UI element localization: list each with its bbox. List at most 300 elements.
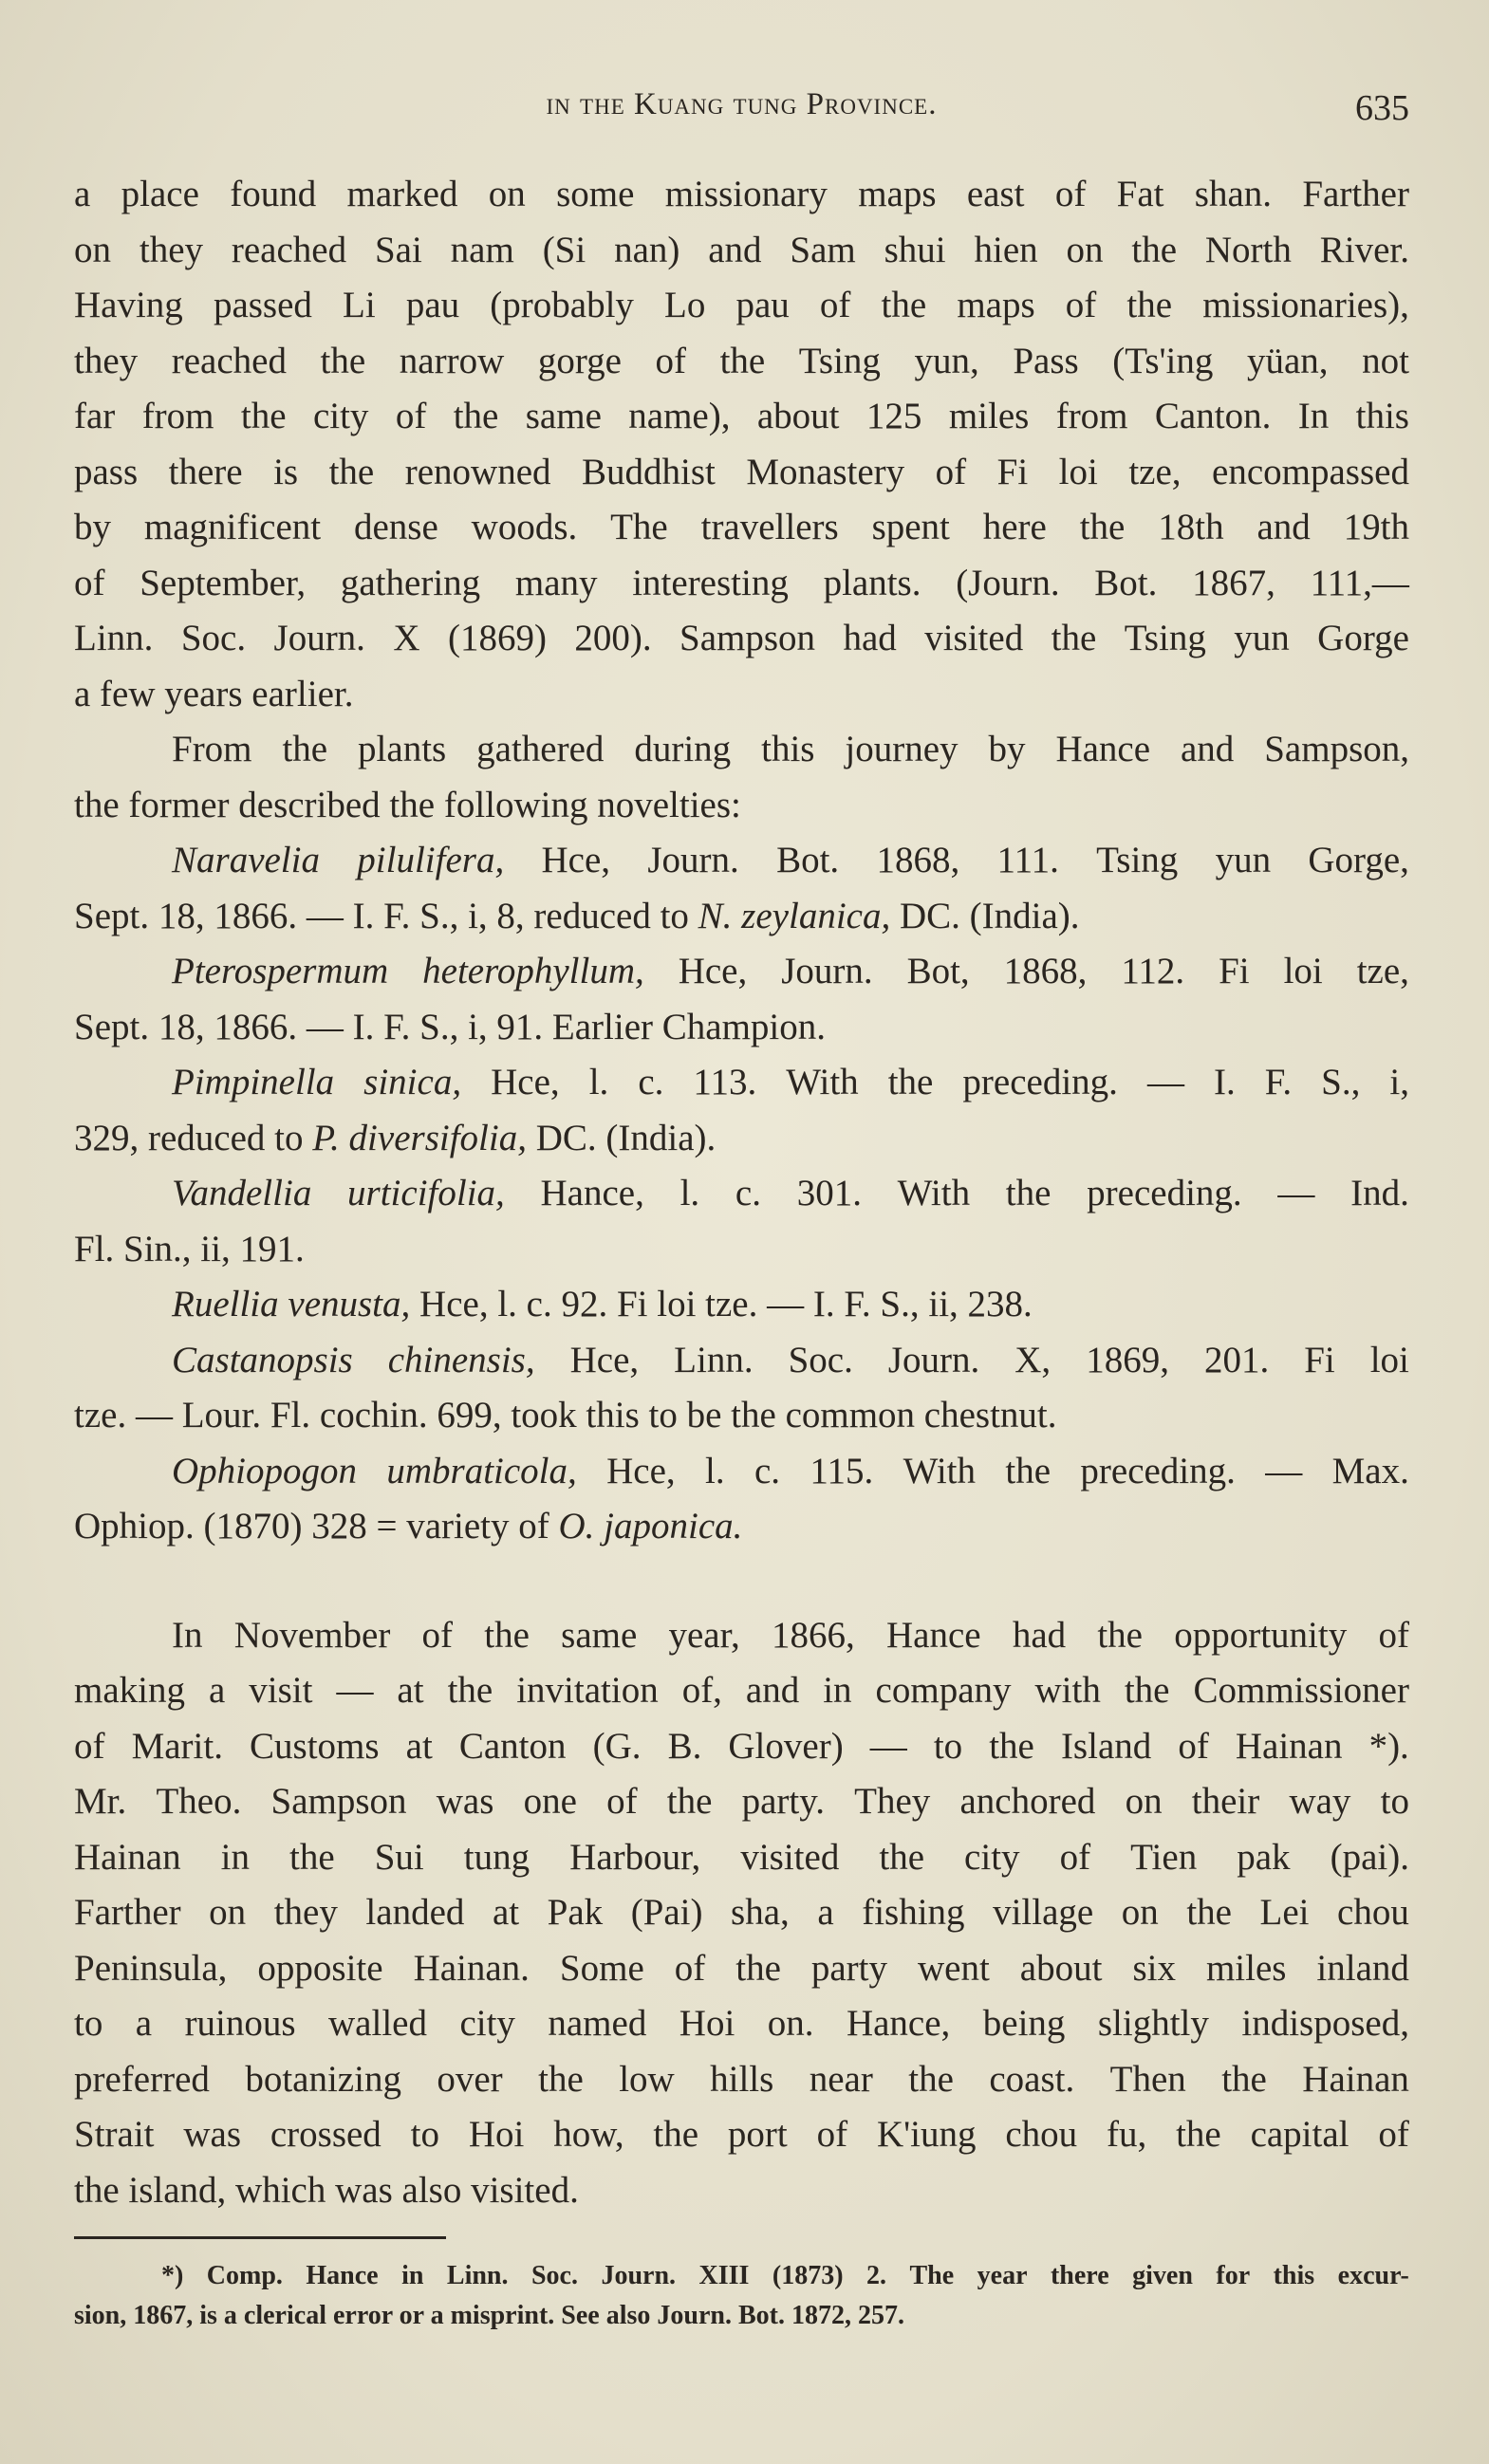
word: far <box>74 396 116 436</box>
word: Island <box>1060 1725 1152 1767</box>
word: Journ. <box>887 1339 980 1380</box>
word: botanizing <box>245 2058 401 2100</box>
word: Hainan <box>1302 2058 1409 2100</box>
word: tze, <box>1356 951 1409 991</box>
word: (1869) <box>447 618 547 658</box>
word: and <box>1180 729 1235 769</box>
word: c. <box>735 1173 761 1213</box>
word: Marit. <box>131 1725 223 1767</box>
word: l. <box>679 1173 700 1213</box>
word: the <box>538 2058 584 2100</box>
word: Sui <box>374 1836 424 1878</box>
word: east <box>966 174 1025 214</box>
word: of <box>421 1614 454 1656</box>
word: by <box>74 507 111 547</box>
word: yun <box>1234 618 1290 658</box>
word: heterophyllum, <box>422 951 644 991</box>
text-line <box>74 889 1409 945</box>
word: Lei <box>1259 1892 1310 1933</box>
word: tung <box>463 1836 530 1878</box>
word: a <box>74 174 91 214</box>
word: hien <box>974 229 1038 270</box>
word: Journ. <box>601 2261 677 2290</box>
line-content: Sept. 18, 1866. — I. F. S., i, 91. Earlier Champion. <box>74 1006 826 1047</box>
word: the <box>1131 229 1178 270</box>
word: to <box>1380 1781 1409 1822</box>
word: by <box>988 729 1026 769</box>
word: journey <box>845 729 959 769</box>
word: (Journ. <box>956 562 1060 603</box>
word: Linn. <box>446 2261 509 2290</box>
word: tze, <box>1128 451 1182 492</box>
word: not <box>1362 340 1409 381</box>
word: 200). <box>574 618 652 658</box>
word: of <box>1065 285 1097 325</box>
word: Castanopsis <box>172 1339 353 1380</box>
word: one <box>523 1781 577 1822</box>
word: of <box>819 285 851 325</box>
word: 112. <box>1121 951 1185 991</box>
word: the <box>289 1836 335 1878</box>
word: reached <box>171 340 287 381</box>
word: was <box>183 2114 241 2155</box>
word: shui <box>884 229 946 270</box>
word: 125 <box>865 396 922 436</box>
word: pak <box>1237 1836 1291 1878</box>
word: XIII <box>698 2261 750 2290</box>
word: River. <box>1319 229 1409 270</box>
word: same <box>525 396 602 436</box>
text-line <box>74 1444 1409 1500</box>
word: Bot, <box>906 951 970 991</box>
word: of <box>1378 2114 1409 2155</box>
text-line <box>74 1166 1409 1222</box>
word: on. <box>767 2003 814 2044</box>
word: city <box>312 396 369 436</box>
word: in <box>220 1836 250 1878</box>
word: September, <box>140 562 307 603</box>
word: this <box>761 729 815 769</box>
word: plants <box>358 729 447 769</box>
word: visited <box>924 618 1024 658</box>
word: 115. <box>810 1450 874 1491</box>
word: X <box>393 618 420 658</box>
text-line <box>74 2256 1409 2296</box>
word: Pak <box>547 1892 604 1933</box>
word: chou <box>1337 1892 1409 1933</box>
word: at <box>492 1892 520 1933</box>
line-content: Fl. Sin., ii, 191. <box>74 1228 305 1269</box>
word: (Si <box>542 229 586 270</box>
word: — <box>869 1725 907 1767</box>
word: Peninsula, <box>74 1947 228 1989</box>
word: the <box>887 1062 934 1102</box>
word: (pai). <box>1330 1836 1409 1878</box>
word: yun, <box>914 340 979 381</box>
word: In <box>172 1614 203 1656</box>
line-content: Ophiop. (1870) 328 = variety of O. japonica. <box>74 1506 743 1547</box>
word: spent <box>871 507 950 547</box>
word: of <box>74 1725 105 1767</box>
word: X, <box>1014 1339 1052 1380</box>
text-line <box>74 1608 1409 1664</box>
text-section-hainan <box>74 1608 1409 2219</box>
word: F. <box>1264 1062 1293 1102</box>
text-line <box>74 1996 1409 2052</box>
word: Sam <box>790 229 856 270</box>
word: Max. <box>1331 1450 1409 1491</box>
word: company <box>875 1670 1012 1711</box>
word: Hance <box>885 1614 981 1656</box>
word: Lo <box>664 285 706 325</box>
word: Customs <box>250 1725 380 1767</box>
word: preceding. <box>1087 1173 1242 1213</box>
text-line <box>74 1499 1409 1555</box>
word: Hce, <box>541 840 611 880</box>
word: of <box>935 451 967 492</box>
word: Some <box>559 1947 644 1989</box>
word: on <box>209 1892 247 1933</box>
word: in <box>401 2261 424 2290</box>
word: the <box>1005 1173 1052 1213</box>
word: preceding. <box>1080 1450 1236 1491</box>
word: went <box>918 1947 990 1989</box>
word: S., <box>1321 1062 1361 1102</box>
word: interesting <box>632 562 789 603</box>
word: the <box>453 396 499 436</box>
word: missionary <box>664 174 828 214</box>
word: near <box>809 2058 873 2100</box>
word: the <box>881 285 927 325</box>
word: walled <box>328 2003 427 2044</box>
text-line <box>74 278 1409 334</box>
word: the <box>1097 1614 1143 1656</box>
word: 19th <box>1343 507 1409 547</box>
word: capital <box>1250 2114 1349 2155</box>
word: 111. <box>996 840 1059 880</box>
text-line <box>74 167 1409 223</box>
word: landed <box>365 1892 465 1933</box>
word: (G. <box>592 1725 642 1767</box>
word: 2. <box>866 2261 887 2290</box>
word: the <box>1221 2058 1267 2100</box>
word: named <box>548 2003 647 2044</box>
text-line <box>74 1885 1409 1941</box>
word: ruinous <box>184 2003 296 2044</box>
word: six <box>1132 1947 1176 1989</box>
text-line <box>74 1941 1409 1997</box>
word: Fat <box>1116 174 1164 214</box>
word: Glover) <box>728 1725 844 1767</box>
word: — <box>1265 1450 1303 1491</box>
word: is <box>273 451 299 492</box>
word: chou <box>1005 2114 1078 2155</box>
word: visited <box>740 1836 840 1878</box>
word: Linn. <box>74 618 154 658</box>
word: Sampson <box>679 618 816 658</box>
word: coast. <box>989 2058 1075 2100</box>
word: gorge <box>537 340 622 381</box>
text-line <box>74 2296 1409 2336</box>
word: fu, <box>1106 2114 1147 2155</box>
word: excur- <box>1337 2261 1409 2290</box>
text-line <box>74 1830 1409 1886</box>
word: inland <box>1316 1947 1409 1989</box>
word: the <box>282 729 328 769</box>
word: being <box>982 2003 1066 2044</box>
word: 113. <box>693 1062 757 1102</box>
word: Hce, <box>491 1062 560 1102</box>
word: Sai <box>374 229 422 270</box>
word: (Pai) <box>630 1892 703 1933</box>
line-content: a few years earlier. <box>74 673 354 714</box>
word: miles <box>1205 1947 1287 1989</box>
word: missionaries), <box>1202 285 1409 325</box>
word: at <box>405 1725 433 1767</box>
word: marked <box>346 174 458 214</box>
word: from <box>1055 396 1128 436</box>
word: Pimpinella <box>172 1062 335 1102</box>
word: Soc. <box>788 1339 853 1380</box>
word: narrow <box>399 340 505 381</box>
word: of <box>1059 1836 1091 1878</box>
word: village <box>993 1892 1094 1933</box>
word: Canton <box>458 1725 567 1767</box>
word: about <box>1019 1947 1103 1989</box>
word: Tsing <box>798 340 881 381</box>
text-line <box>74 2163 1409 2219</box>
word: they <box>139 229 204 270</box>
text-line <box>74 1774 1409 1830</box>
word: 1869, <box>1086 1339 1169 1380</box>
text-line <box>74 500 1409 556</box>
word: K'iung <box>876 2114 977 2155</box>
word: a <box>208 1670 226 1711</box>
word: place <box>121 174 199 214</box>
word: 18th <box>1158 507 1224 547</box>
word: miles <box>948 396 1030 436</box>
word: to <box>74 2003 103 2044</box>
word: c. <box>638 1062 664 1102</box>
word: some <box>556 174 635 214</box>
word: c. <box>754 1450 781 1491</box>
word: Journ. <box>273 618 365 658</box>
word: a <box>817 1892 834 1933</box>
word: gathered <box>476 729 605 769</box>
word: Fi <box>1219 951 1250 991</box>
word: Fi <box>996 451 1029 492</box>
word: 1868, <box>1003 951 1088 991</box>
word: and <box>1256 507 1311 547</box>
word: Commissioner <box>1193 1670 1409 1711</box>
word: on <box>488 174 526 214</box>
word: Ind. <box>1350 1173 1409 1213</box>
word: city <box>459 2003 515 2044</box>
word: indisposed, <box>1241 2003 1409 2044</box>
word: urticifolia, <box>347 1173 505 1213</box>
word: the <box>879 1836 925 1878</box>
word: Journ. <box>781 951 873 991</box>
word: pau <box>735 285 790 325</box>
word: the <box>719 340 766 381</box>
word: From <box>172 729 252 769</box>
word: from <box>141 396 214 436</box>
word: the <box>1124 1670 1170 1711</box>
word: Hance, <box>846 2003 951 2044</box>
word: Hce, <box>678 951 748 991</box>
word: 111,— <box>1310 562 1409 603</box>
word: (probably <box>490 285 634 325</box>
line-content: tze. — Lour. Fl. cochin. 699, took this to be the common chestnut. <box>74 1395 1057 1436</box>
page-header <box>74 87 1409 135</box>
word: Hce, <box>606 1450 676 1491</box>
text-section-plants <box>74 167 1409 1555</box>
word: Tsing <box>1096 840 1179 880</box>
word: with <box>1034 1670 1101 1711</box>
word: and <box>708 229 762 270</box>
running-head: in the Kuang tung Province. <box>546 87 938 121</box>
word: preferred <box>74 2058 210 2100</box>
word: over <box>437 2058 503 2100</box>
word: I. <box>1213 1062 1236 1102</box>
word: — <box>336 1670 374 1711</box>
word: 1866, <box>772 1614 855 1656</box>
word: there <box>1050 2261 1109 2290</box>
word: they <box>273 1892 338 1933</box>
word: Soc. <box>180 618 247 658</box>
word: hills <box>710 2058 774 2100</box>
word: the <box>328 451 375 492</box>
word: dense <box>353 507 438 547</box>
word: 1868, <box>876 840 960 880</box>
word: Hainan <box>74 1836 181 1878</box>
word: passed <box>213 285 312 325</box>
text-line <box>74 667 1409 723</box>
word: their <box>1191 1781 1260 1822</box>
word: Vandellia <box>172 1173 312 1213</box>
word: Then <box>1109 2058 1186 2100</box>
word: the <box>653 2114 699 2155</box>
word: crossed <box>270 2114 382 2155</box>
word: l. <box>588 1062 609 1102</box>
section-gap <box>74 1555 1409 1608</box>
word: on <box>74 229 111 270</box>
word: Hce, <box>569 1339 640 1380</box>
word: Buddhist <box>582 451 716 492</box>
word: had <box>1012 1614 1067 1656</box>
page-number: 635 <box>1355 88 1409 128</box>
word: given <box>1132 2261 1193 2290</box>
word: year, <box>668 1614 740 1656</box>
word: 301. <box>796 1173 862 1213</box>
word: With <box>786 1062 859 1102</box>
word: maps <box>957 285 1035 325</box>
word: at <box>397 1670 424 1711</box>
word: Pass <box>1013 340 1079 381</box>
word: magnificent <box>143 507 322 547</box>
word: With <box>903 1450 977 1491</box>
word: umbraticola, <box>386 1450 577 1491</box>
word: yun <box>1215 840 1272 880</box>
word: about <box>756 396 840 436</box>
word: of, <box>681 1670 722 1711</box>
line-content: 329, reduced to P. diversifolia, DC. (India). <box>74 1117 717 1158</box>
word: loi <box>1283 951 1323 991</box>
text-line <box>74 1333 1409 1389</box>
word: the <box>320 340 366 381</box>
word: pau <box>405 285 460 325</box>
word: sinica, <box>363 1062 462 1102</box>
word: party. <box>741 1781 825 1822</box>
word: of <box>674 1947 706 1989</box>
word: *) <box>161 2261 184 2290</box>
word: the <box>735 1947 781 1989</box>
word: Soc. <box>530 2261 578 2290</box>
text-line <box>74 223 1409 279</box>
word: (Ts'ing <box>1112 340 1214 381</box>
word: Journ. <box>647 840 739 880</box>
word: the <box>1176 2114 1221 2155</box>
word: Naravelia <box>172 840 320 880</box>
footnotes <box>74 2256 1409 2336</box>
text-line <box>74 1719 1409 1775</box>
word: had <box>843 618 897 658</box>
word: to <box>933 1725 963 1767</box>
word: Canton. <box>1154 396 1272 436</box>
word: of <box>1378 1614 1409 1656</box>
word: of <box>816 2114 848 2155</box>
word: a <box>135 2003 153 2044</box>
word: With <box>897 1173 971 1213</box>
word: the <box>1126 285 1173 325</box>
word: name), <box>628 396 731 436</box>
word: there <box>168 451 243 492</box>
text-line <box>74 1111 1409 1167</box>
word: port <box>727 2114 788 2155</box>
word: Hance <box>306 2261 379 2290</box>
word: the <box>1005 1450 1052 1491</box>
word: the <box>666 1781 713 1822</box>
word: Gorge <box>1317 618 1409 658</box>
word: They <box>854 1781 931 1822</box>
line-content: Ruellia venusta, Hce, l. c. 92. Fi loi tze. — I. F. S., ii, 238. <box>172 1284 1033 1325</box>
word: gathering <box>340 562 481 603</box>
word: i, <box>1389 1062 1409 1102</box>
word: city <box>964 1836 1020 1878</box>
word: many <box>514 562 598 603</box>
word: yüan, <box>1246 340 1329 381</box>
word: to <box>410 2114 439 2155</box>
word: way <box>1289 1781 1351 1822</box>
word: making <box>74 1670 185 1711</box>
word: pass <box>74 451 139 492</box>
word: and <box>745 1670 800 1711</box>
word: of <box>74 562 105 603</box>
word: on <box>1121 1892 1159 1933</box>
word: travellers <box>700 507 839 547</box>
word: B. <box>667 1725 702 1767</box>
word: Linn. <box>674 1339 754 1380</box>
text-line <box>74 1222 1409 1278</box>
word: Hainan. <box>413 1947 530 1989</box>
word: Having <box>74 285 183 325</box>
word: plants. <box>823 562 921 603</box>
word: November <box>233 1614 391 1656</box>
word: Li <box>343 285 376 325</box>
word: Mr. <box>74 1781 127 1822</box>
word: (1873) <box>772 2261 844 2290</box>
word: nam <box>450 229 514 270</box>
